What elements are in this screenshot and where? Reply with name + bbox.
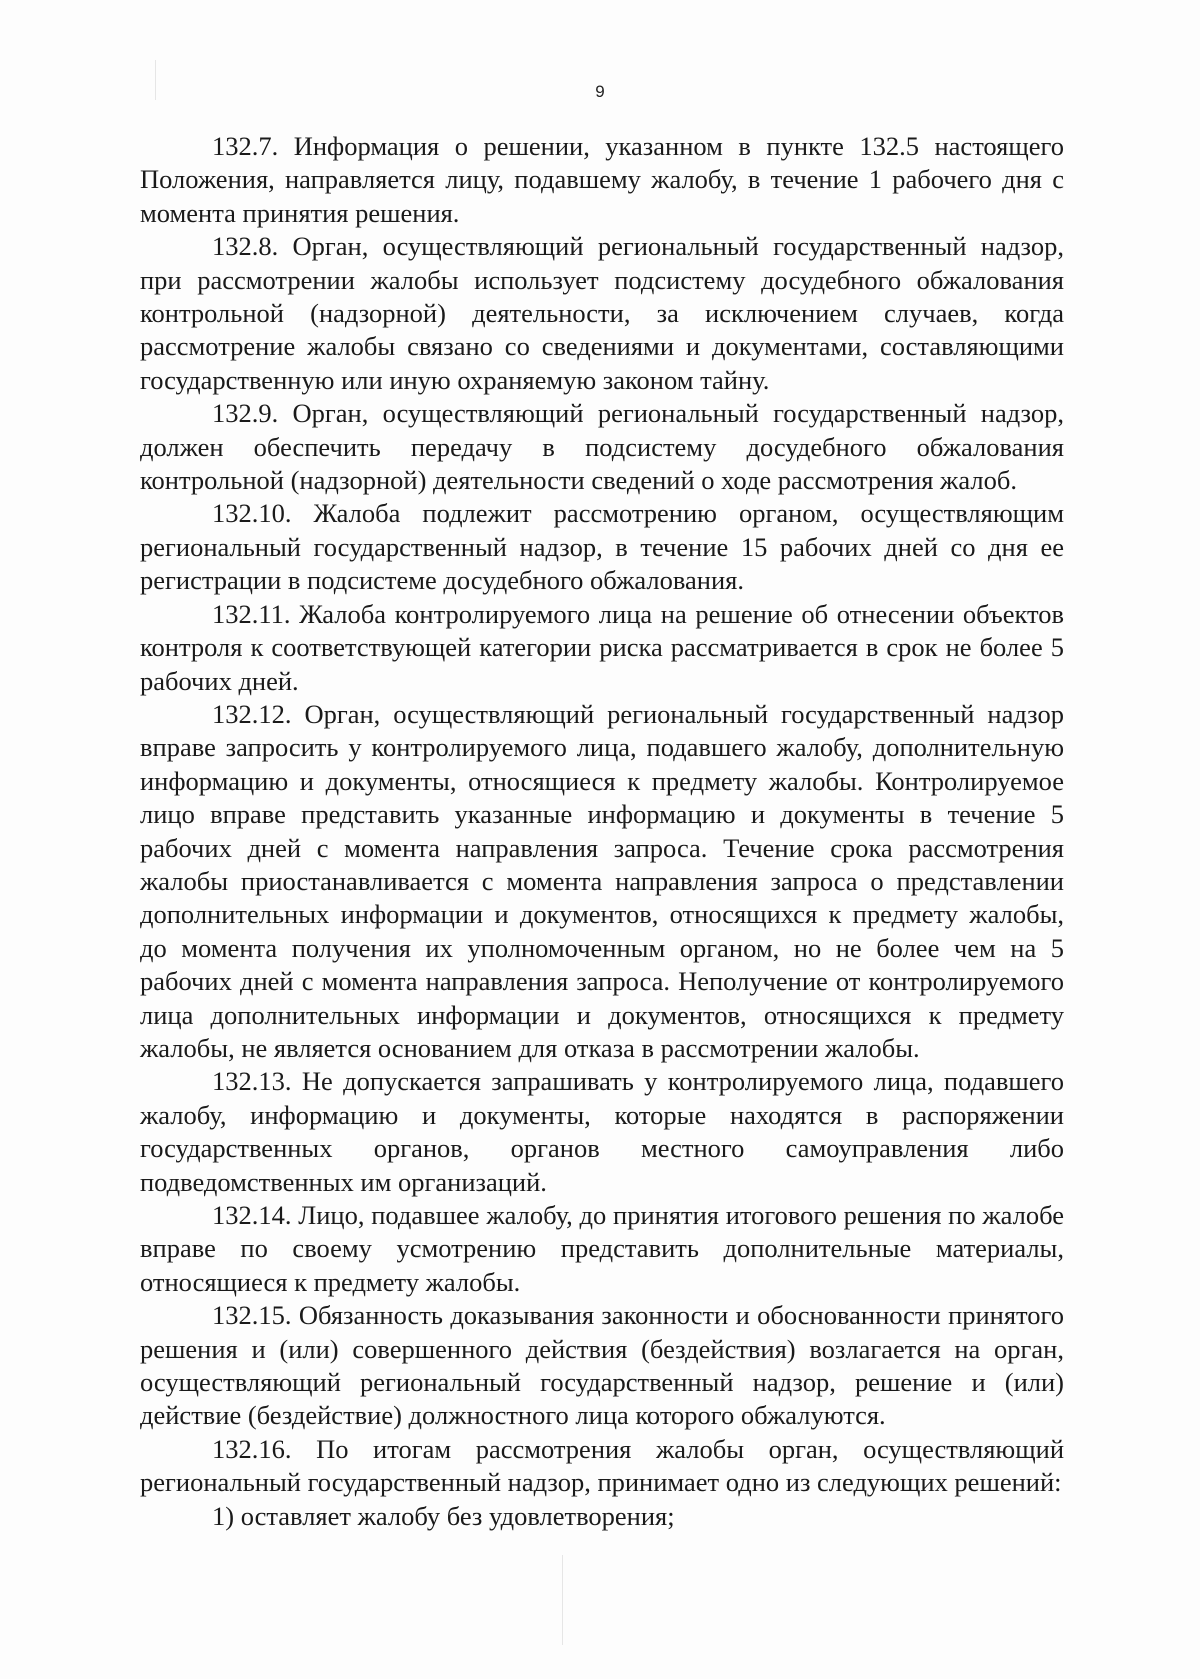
paragraph-132-13: 132.13. Не допускается запрашивать у контролируемого лица, подавшего жалобу, информацию и документы, которые находятся в распоряжении государственных органов, органов местного самоуправления либо подведомственных им организаций. <box>140 1066 1064 1197</box>
paragraph-132-11: 132.11. Жалоба контролируемого лица на решение об отнесении объектов контроля к соответствующей категории риска рассматривается в срок не более 5 рабочих дней. <box>140 598 1064 696</box>
paragraph-132-12: 132.12. Орган, осуществляющий региональный государственный надзор вправе запросить у контролируемого лица, подавшего жалобу, дополнительную информацию и документы, относящиеся к предмету жалобы. Контролируемое лицо вправе представить указанные информацию и документы в течение 5 рабочих дней с момента направления запроса. Течение срока рассмотрения жалобы приостанавливается с момента направления запроса о представлении дополнительных информации и документов, относящихся к предмету жалобы, до момента получения их уполномоченным органом, но не более чем на 5 рабочих дней с момента направления запроса. Неполучение от контролируемого лица дополнительных информации и документов, относящихся к предмету жалобы, не является основанием для отказа в рассмотрении жалобы. <box>140 698 1064 1063</box>
paragraph-132-10: 132.10. Жалоба подлежит рассмотрению органом, осуществляющим региональный государственный надзор, в течение 15 рабочих дней со дня ее регистрации в подсистеме досудебного обжалования. <box>140 498 1064 596</box>
paragraph-132-16: 132.16. По итогам рассмотрения жалобы орган, осуществляющий региональный государственный надзор, принимает одно из следующих решений: <box>140 1433 1064 1498</box>
paragraph-132-15: 132.15. Обязанность доказывания законности и обоснованности принятого решения и (или) совершенного действия (бездействия) возлагается на орган, осуществляющий региональный государственный надзор, решение и (или) действие (бездействие) должностного лица которого обжалуются. <box>140 1300 1064 1431</box>
list-item-1: 1) оставляет жалобу без удовлетворения; <box>212 1500 675 1531</box>
paragraph-132-14: 132.14. Лицо, подавшее жалобу, до принятия итогового решения по жалобе вправе по своему усмотрению представить дополнительные материалы, относящиеся к предмету жалобы. <box>140 1200 1064 1297</box>
document-body <box>140 130 1064 1533</box>
paragraph-132-9: 132.9. Орган, осуществляющий региональный государственный надзор, должен обеспечить передачу в подсистему досудебного обжалования контрольной (надзорной) деятельности сведений о ходе рассмотрения жалоб. <box>140 398 1064 496</box>
scan-artifact-line <box>562 1555 563 1645</box>
paragraph-132-8: 132.8. Орган, осуществляющий региональный государственный надзор, при рассмотрении жалобы использует подсистему досудебного обжалования контрольной (надзорной) деятельности, за исключением случаев, когда рассмотрение жалобы связано со сведениями и документами, составляющими государственную или иную охраняемую законом тайну. <box>140 231 1064 395</box>
paragraph-132-7: 132.7. Информация о решении, указанном в пункте 132.5 настоящего Положения, направляется лицу, подавшему жалобу, в течение 1 рабочего дня с момента принятия решения. <box>140 131 1064 228</box>
page-number: 9 <box>595 82 605 101</box>
